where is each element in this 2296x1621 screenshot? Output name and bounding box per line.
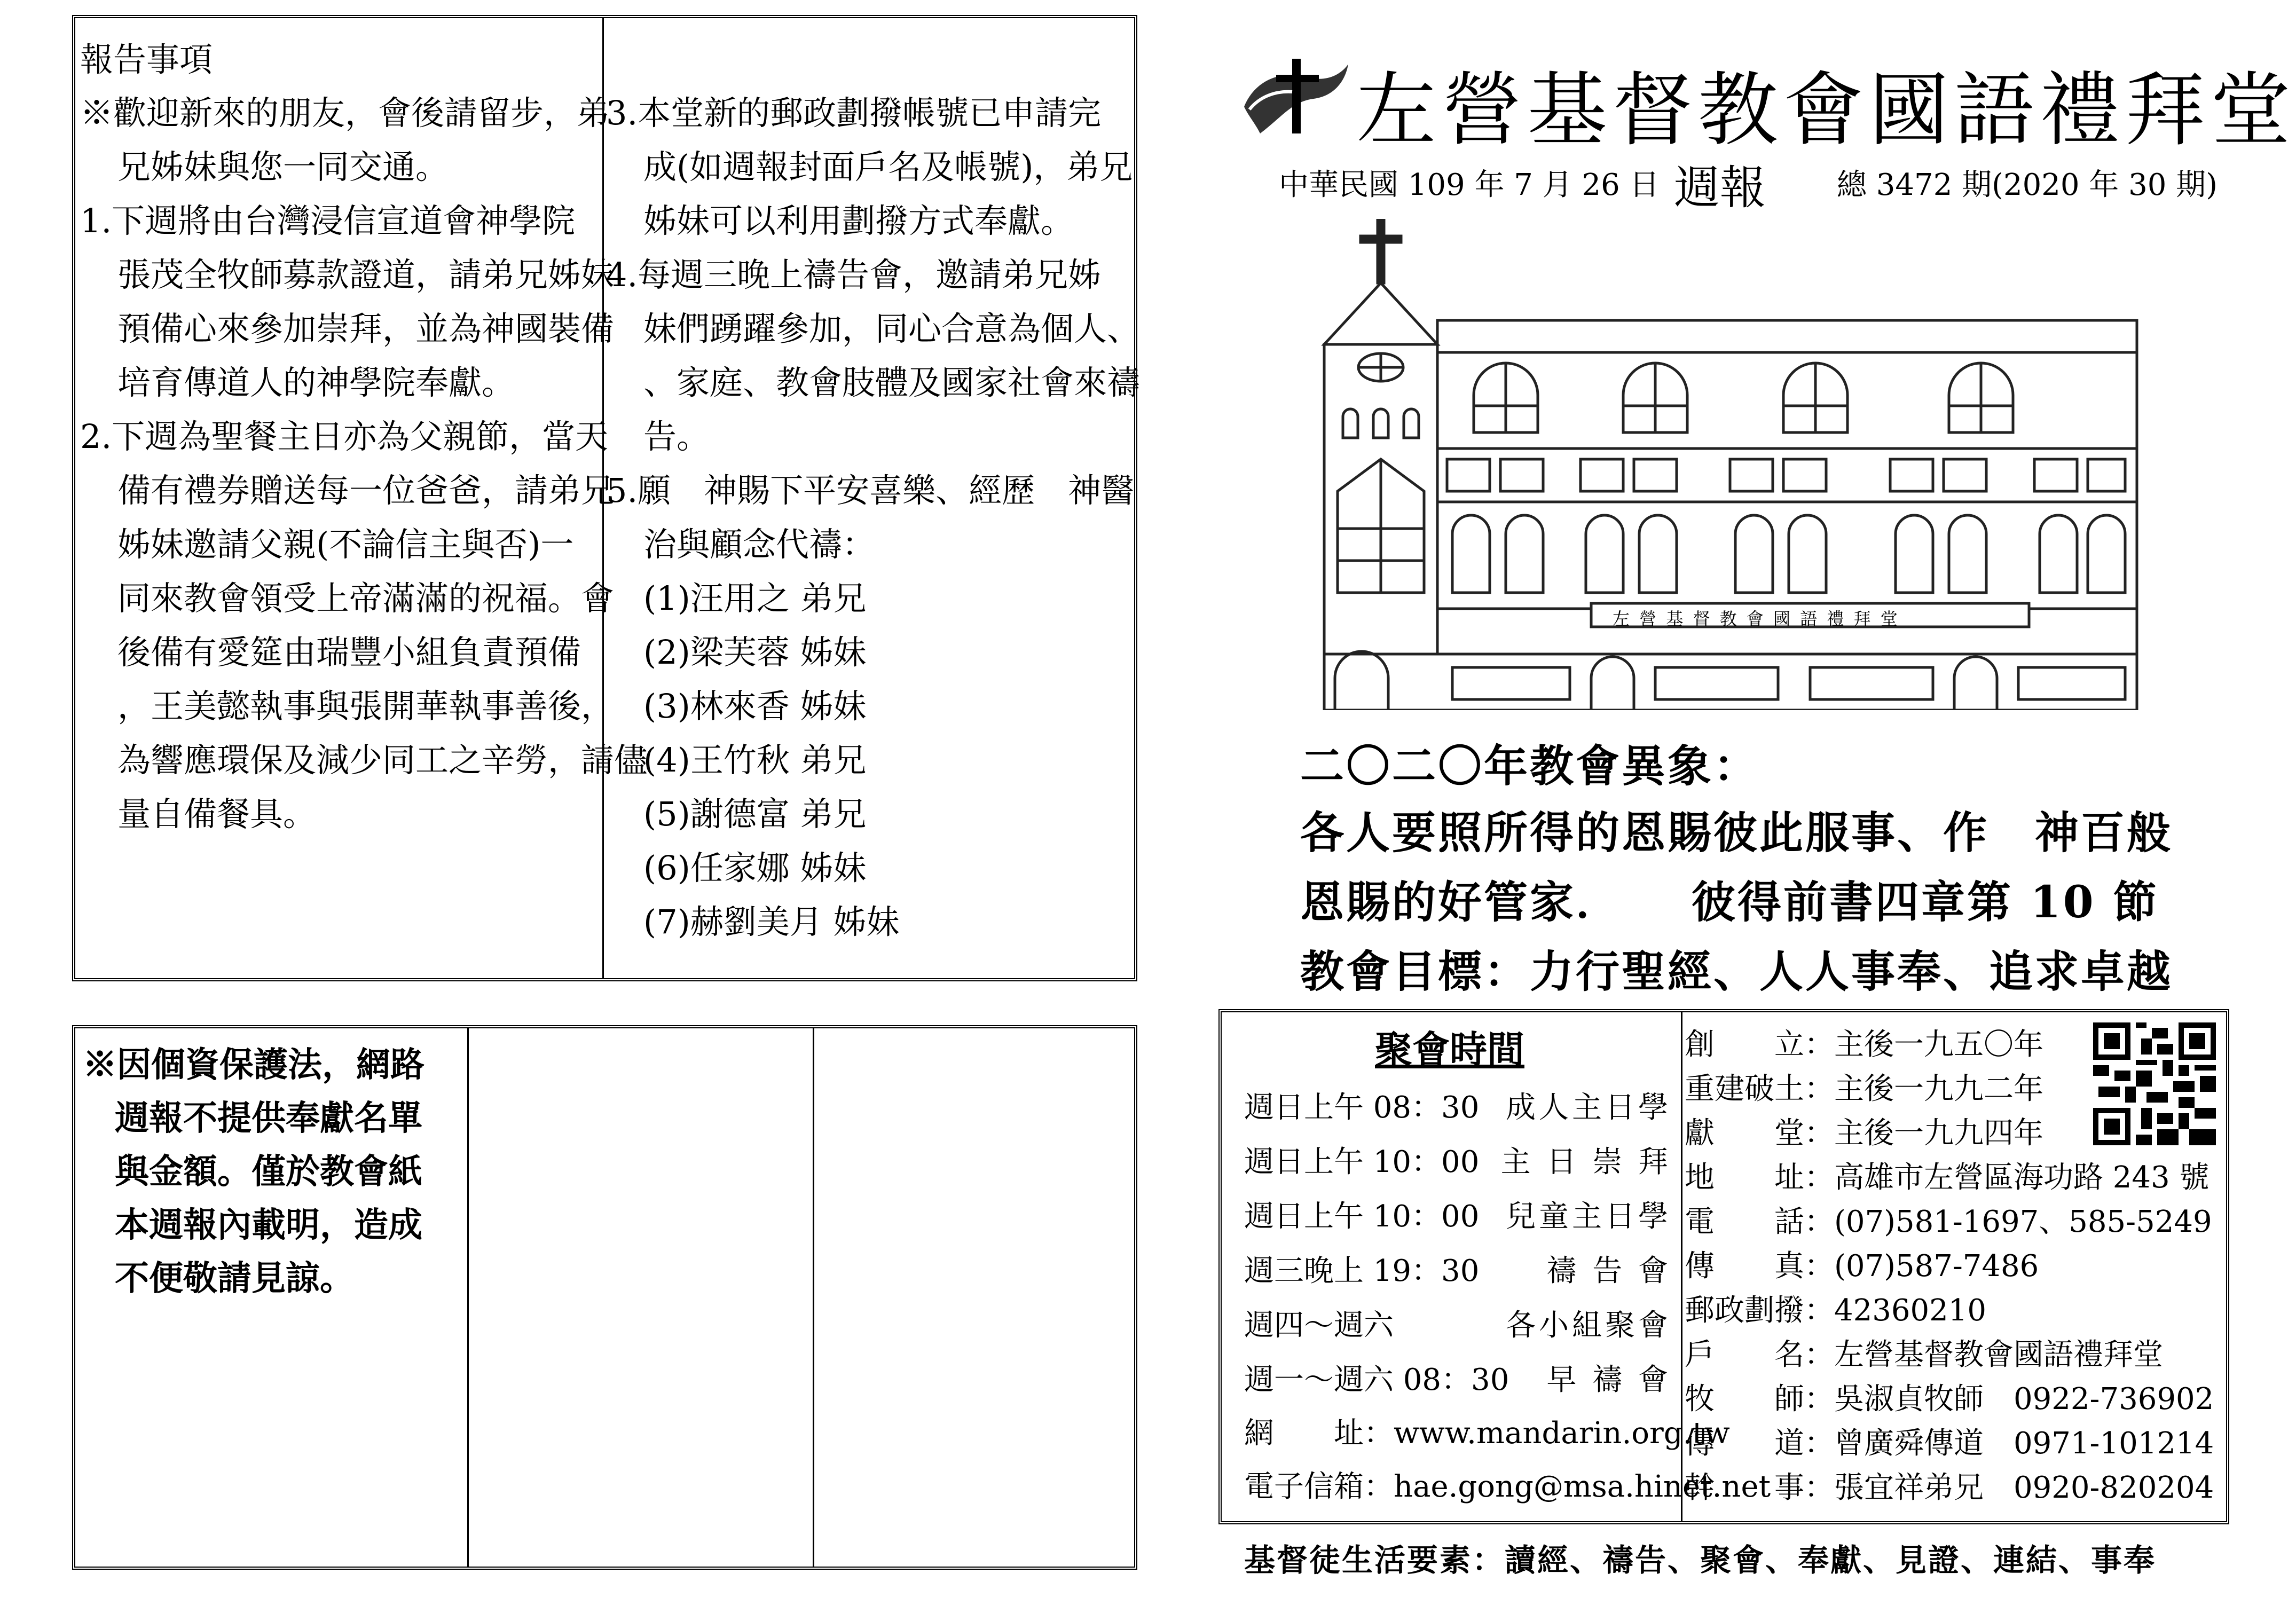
announcement-line: 兄姊妹與您一同交通。 [117, 147, 449, 186]
announcement-line: (5)謝德富 弟兄 [643, 794, 867, 833]
vision-line-3: 恩賜的好管家． 彼得前書四章第 10 節 [1300, 877, 2159, 928]
schedule-event: 主 日 崇 拜 [1500, 1145, 1671, 1179]
announcement-line: 後備有愛筵由瑞豐小組負責預備 [117, 633, 581, 672]
church-info-row: 獻 堂：主後一九九四年 [1685, 1116, 2043, 1151]
schedule-website: 網 址：www.mandarin.org.tw [1244, 1416, 1730, 1451]
schedule-time: 週一～週六 08：30 [1244, 1363, 1509, 1397]
church-info-row: 幹 事：張宜祥弟兄 0920-820204 [1685, 1470, 2214, 1505]
footer-text: 基督徒生活要素：讀經、禱告、聚會、奉獻、見證、連結、事奉 [1244, 1542, 2157, 1578]
church-info-row: 創 立：主後一九五〇年 [1685, 1027, 2043, 1062]
announcement-line: 成(如週報封面戶名及帳號)，弟兄 [643, 147, 1133, 186]
announcement-line: (2)梁芙蓉 姊妹 [643, 633, 867, 672]
schedule-email: 電子信箱：hae.gong@msa.hinet.net [1244, 1469, 1771, 1504]
vision-line-4: 教會目標：力行聖經、人人事奉、追求卓越 [1300, 946, 2173, 997]
announcement-line: 備有禮券贈送每一位爸爸，請弟兄 [117, 471, 615, 510]
announcements-heading: 報告事項 [80, 40, 213, 79]
church-building-illustration [1314, 219, 2146, 710]
announcement-line: 姊妹邀請父親(不論信主與否)一 [117, 525, 574, 564]
announcement-line: 為響應環保及減少同工之辛勞，請儘 [117, 741, 648, 780]
schedule-time: 週日上午 10：00 [1244, 1145, 1480, 1179]
announcement-line: (7)赫劉美月 姊妹 [643, 902, 900, 941]
schedule-time: 週日上午 08：30 [1244, 1090, 1480, 1125]
schedule-row [1244, 1084, 1671, 1127]
church-info-row: 電 話：(07)581-1697、585-5249 [1685, 1205, 2212, 1239]
schedule-event: 成人主日學 [1506, 1090, 1671, 1125]
announcement-line: 妹們踴躍參加，同心合意為個人、 [643, 309, 1141, 348]
schedule-heading: 聚會時間 [1375, 1027, 1524, 1072]
privacy-note-line: 本週報內載明，造成 [115, 1205, 422, 1245]
bulletin-issue: 總 3472 期(2020 年 30 期) [1837, 168, 2218, 202]
vision-line-2: 各人要照所得的恩賜彼此服事、作 神百般 [1300, 807, 2173, 859]
bulletin-date: 中華民國 109 年 7 月 26 日 [1279, 168, 1660, 202]
church-info-row: 地 址：高雄市左營區海功路 243 號 [1685, 1160, 2209, 1195]
building-signboard-text: 左 營 基 督 教 會 國 語 禮 拜 堂 [1613, 609, 1900, 629]
schedule-row [1244, 1247, 1671, 1290]
announcement-line: 告。 [643, 417, 710, 456]
schedule-row [1244, 1356, 1671, 1399]
church-info-row: 戶 名：左營基督教會國語禮拜堂 [1685, 1337, 2163, 1372]
privacy-note-line: ※因個資保護法，網路 [83, 1045, 424, 1085]
schedule-row [1244, 1302, 1671, 1344]
church-logo-icon [1239, 59, 1351, 139]
announcement-line: (3)林來香 姊妹 [643, 687, 867, 726]
announcement-line: 姊妹可以利用劃撥方式奉獻。 [643, 201, 1074, 240]
announcement-line: 4.每週三晚上禱告會，邀請弟兄姊 [606, 255, 1102, 294]
announcement-line: 、家庭、教會肢體及國家社會來禱 [643, 363, 1141, 402]
announcement-line: 量自備餐具。 [117, 794, 317, 833]
schedule-event: 早 禱 會 [1546, 1363, 1671, 1397]
announcement-line: 3.本堂新的郵政劃撥帳號已申請完 [606, 93, 1102, 132]
announcement-line: 2.下週為聖餐主日亦為父親節，當天 [80, 417, 609, 456]
schedule-event: 各小組聚會 [1506, 1308, 1671, 1343]
announcement-line: (4)王竹秋 弟兄 [643, 741, 867, 780]
schedule-event: 兒童主日學 [1506, 1199, 1671, 1234]
offering-divider-2 [813, 1028, 814, 1567]
announcement-line: (6)任家娜 姊妹 [643, 848, 867, 887]
schedule-row [1244, 1193, 1671, 1236]
announcement-line: ※歡迎新來的朋友，會後請留步，弟 [80, 93, 610, 132]
schedule-event: 禱 告 會 [1546, 1254, 1671, 1288]
church-info-row: 重建破土：主後一九九二年 [1685, 1072, 2043, 1106]
vision-line-1: 二〇二〇年教會異象： [1300, 741, 1760, 792]
church-info-row: 郵政劃撥：42360210 [1685, 1293, 1987, 1328]
announcement-line: 預備心來參加崇拜，並為神國裝備 [117, 309, 615, 348]
announcement-line: 5.願 神賜下平安喜樂、經歷 神醫 [606, 471, 1135, 510]
announcement-line: 治與顧念代禱： [643, 525, 876, 564]
privacy-note-line: 週報不提供奉獻名單 [115, 1098, 422, 1138]
announcement-line: 培育傳道人的神學院奉獻。 [117, 363, 515, 402]
church-info-row: 傳 真：(07)587-7486 [1685, 1249, 2039, 1284]
schedule-time: 週三晚上 19：30 [1244, 1254, 1480, 1288]
church-name-title: 左營基督教會國語禮拜堂 [1356, 64, 2296, 157]
announcement-line: 同來教會領受上帝滿滿的祝福。會 [117, 579, 615, 618]
announcement-line: 1.下週將由台灣浸信宣道會神學院 [80, 201, 576, 240]
offering-divider-1 [467, 1028, 469, 1567]
announcement-line: ，王美懿執事與張開華執事善後， [117, 687, 615, 726]
schedule-row [1244, 1138, 1671, 1181]
announcement-line: 張茂全牧師募款證道，請弟兄姊妹 [117, 255, 615, 294]
announcement-line: (1)汪用之 弟兄 [643, 579, 867, 618]
privacy-note-line: 與金額。僅於教會紙 [115, 1152, 422, 1192]
schedule-time: 週四～週六 [1244, 1308, 1394, 1343]
schedule-time: 週日上午 10：00 [1244, 1199, 1480, 1234]
bulletin-label: 週報 [1674, 161, 1766, 215]
church-info-row: 傳 道：曾廣舜傳道 0971-101214 [1685, 1426, 2214, 1461]
church-info-row: 牧 師：吳淑貞牧師 0922-736902 [1685, 1382, 2214, 1417]
privacy-note-line: 不便敬請見諒。 [115, 1258, 354, 1299]
qr-code-icon [2093, 1022, 2216, 1145]
